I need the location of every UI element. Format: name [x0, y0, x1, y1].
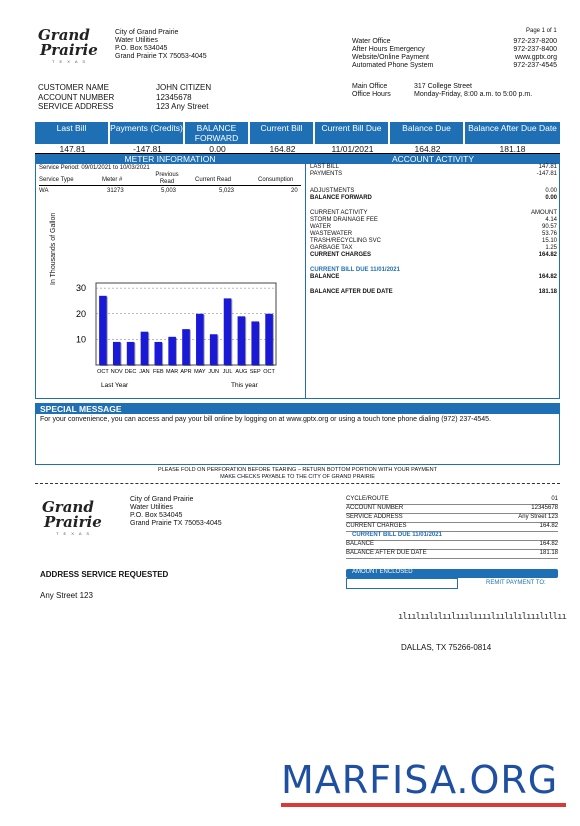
chart-xtick-label: FEB	[152, 369, 164, 375]
chart-bar	[265, 314, 273, 365]
chart-xtick-label: OCT	[263, 369, 275, 375]
special-message-box	[35, 403, 560, 465]
amount-enclosed-field[interactable]	[346, 578, 458, 589]
meter-title: METER INFORMATION	[35, 154, 305, 164]
chart-bar	[168, 337, 176, 365]
stub-details: CYCLE/ROUTE 01 ACCOUNT NUMBER 12345678 SERVICE ADDRESS Any Street 123 CURRENT CHARGES 164.82 CURRENT BILL DUE 11/01/2021 BALANCE 164.82 BALANCE AFTER DUE DATE 181.18	[346, 496, 558, 559]
activity-title: ACCOUNT ACTIVITY	[306, 154, 560, 164]
chart-ytick-label: 20	[75, 308, 86, 319]
chart-xtick-label: DEC	[124, 369, 137, 375]
fold-notice: PLEASE FOLD ON PERFORATION BEFORE TEARING – RETURN BOTTOM PORTION WITH YOUR PAYMENT MAKE CHECKS PAYABLE TO THE CITY OF GRAND PRAIRIE	[158, 467, 437, 480]
chart-bar	[251, 321, 259, 365]
value-payments: -147.81	[133, 144, 162, 154]
chart-this-year-label: This year	[231, 382, 258, 389]
tab-last-bill: Last Bill	[35, 122, 108, 144]
chart-bar	[196, 314, 204, 365]
utility-address-stub: City of Grand Prairie Water Utilities P.O. Box 534045 Grand Prairie TX 75053-4045	[130, 496, 222, 527]
chart-ylabel: In Thousands of Gallon	[50, 212, 57, 285]
customer-info: CUSTOMER NAME JOHN CITIZEN ACCOUNT NUMBER 12345678 SERVICE ADDRESS 123 Any Street	[38, 83, 212, 111]
summary-tabs	[35, 122, 560, 144]
chart-xtick-label: SEP	[249, 369, 261, 375]
remit-city: DALLAS, TX 75266-0814	[401, 643, 492, 652]
consumption-chart	[58, 278, 283, 398]
value-current-bill: 164.82	[269, 144, 296, 154]
chart-bar	[113, 342, 121, 365]
address-service-requested: ADDRESS SERVICE REQUESTED	[40, 570, 169, 579]
watermark-underline	[281, 803, 566, 807]
summary-values	[35, 144, 560, 154]
amount-enclosed-label: AMOUNT ENCLOSED	[346, 569, 558, 578]
customer-street: Any Street 123	[40, 591, 93, 600]
postal-barcode: ılıılıılılıılııılıııılıılılılııılıllıı	[398, 612, 566, 622]
chart-xtick-label: AUG	[235, 369, 248, 375]
divider	[305, 154, 306, 399]
perforation-line	[35, 483, 560, 484]
contact-info: Water Office 972-237-8200 After Hours Emergency 972-237-8400 Website/Online Payment www.gptx.org Automated Phone System 972-237-4545	[352, 38, 557, 69]
utility-address: City of Grand Prairie Water Utilities P.O. Box 534045 Grand Prairie TX 75053-4045	[115, 29, 207, 60]
chart-ytick-label: 10	[75, 334, 86, 345]
value-last-bill: 147.81	[59, 144, 86, 154]
tab-current-bill: Current Bill	[250, 122, 313, 144]
chart-bar	[224, 298, 232, 365]
chart-xtick-label: NOV	[110, 369, 123, 375]
chart-bar	[182, 329, 190, 365]
tab-balance-forward: BALANCE FORWARD	[185, 122, 248, 144]
chart-bar	[127, 342, 135, 365]
chart-xtick-label: JUL	[222, 369, 233, 375]
tab-payments: Payments (Credits)	[110, 122, 183, 144]
chart-ytick-label: 30	[75, 283, 86, 294]
value-current-bill-due: 11/01/2021	[331, 144, 374, 154]
grand-prairie-logo: Grand Prairie T E X A S	[38, 26, 98, 64]
chart-bar	[210, 334, 218, 365]
page-label: Page 1 of 1	[526, 28, 557, 34]
tab-balance-after-due: Balance After Due Date	[465, 122, 560, 144]
chart-xtick-label: OCT	[97, 369, 109, 375]
tab-current-bill-due: Current Bill Due	[315, 122, 388, 144]
chart-xtick-label: JAN	[139, 369, 150, 375]
remit-label: REMIT PAYMENT TO:	[486, 580, 546, 586]
chart-last-year-label: Last Year	[101, 382, 129, 389]
watermark-text: MARFISA.ORG	[281, 758, 559, 802]
chart-bar	[99, 296, 107, 365]
special-message-text: For your convenience, you can access and pay your bill online by logging on at www.gptx.org or using a touch tone phone dialing (972) 237-4545.	[40, 416, 492, 423]
value-balance-due: 164.82	[414, 144, 441, 154]
chart-xtick-label: MAY	[194, 369, 206, 375]
chart-bar	[141, 332, 149, 365]
chart-xtick-label: MAR	[166, 369, 179, 375]
value-balance-forward: 0.00	[209, 144, 226, 154]
service-period: Service Period: 09/01/2021 to 10/03/2021	[39, 165, 150, 171]
activity-list: LAST BILL 147.81 PAYMENTS -147.81 ADJUSTMENTS 0.00 BALANCE FORWARD 0.00 CURRENT ACTIVITY AMOUNT STORM DRAINAGE FEE 4.14 WATER 90.57 WASTEWATER 53.76 TRASH/RECYCLING SVC 15.10 GARBAGE TAX 1.25 CURRENT CHARGES 164.82 CURRENT BILL DUE 11/01/2021 BALANCE 164.82 BALANCE AFTER DUE DATE 181.18	[310, 164, 557, 295]
chart-xtick-label: JUN	[208, 369, 220, 375]
value-balance-after-due: 181.18	[499, 144, 526, 154]
grand-prairie-logo-stub: Grand Prairie T E X A S	[42, 498, 102, 536]
office-info: Main Office 317 College Street Office Hours Monday-Friday, 8:00 a.m. to 5:00 p.m.	[352, 83, 533, 98]
special-message-title: SPECIAL MESSAGE	[36, 404, 559, 414]
chart-bar	[238, 316, 246, 365]
chart-xtick-label: APR	[180, 369, 192, 375]
meter-headers: Service Type Meter # Previous Read Current Read Consumption	[39, 172, 301, 186]
chart-bar	[155, 342, 163, 365]
tab-balance-due: Balance Due	[390, 122, 463, 144]
